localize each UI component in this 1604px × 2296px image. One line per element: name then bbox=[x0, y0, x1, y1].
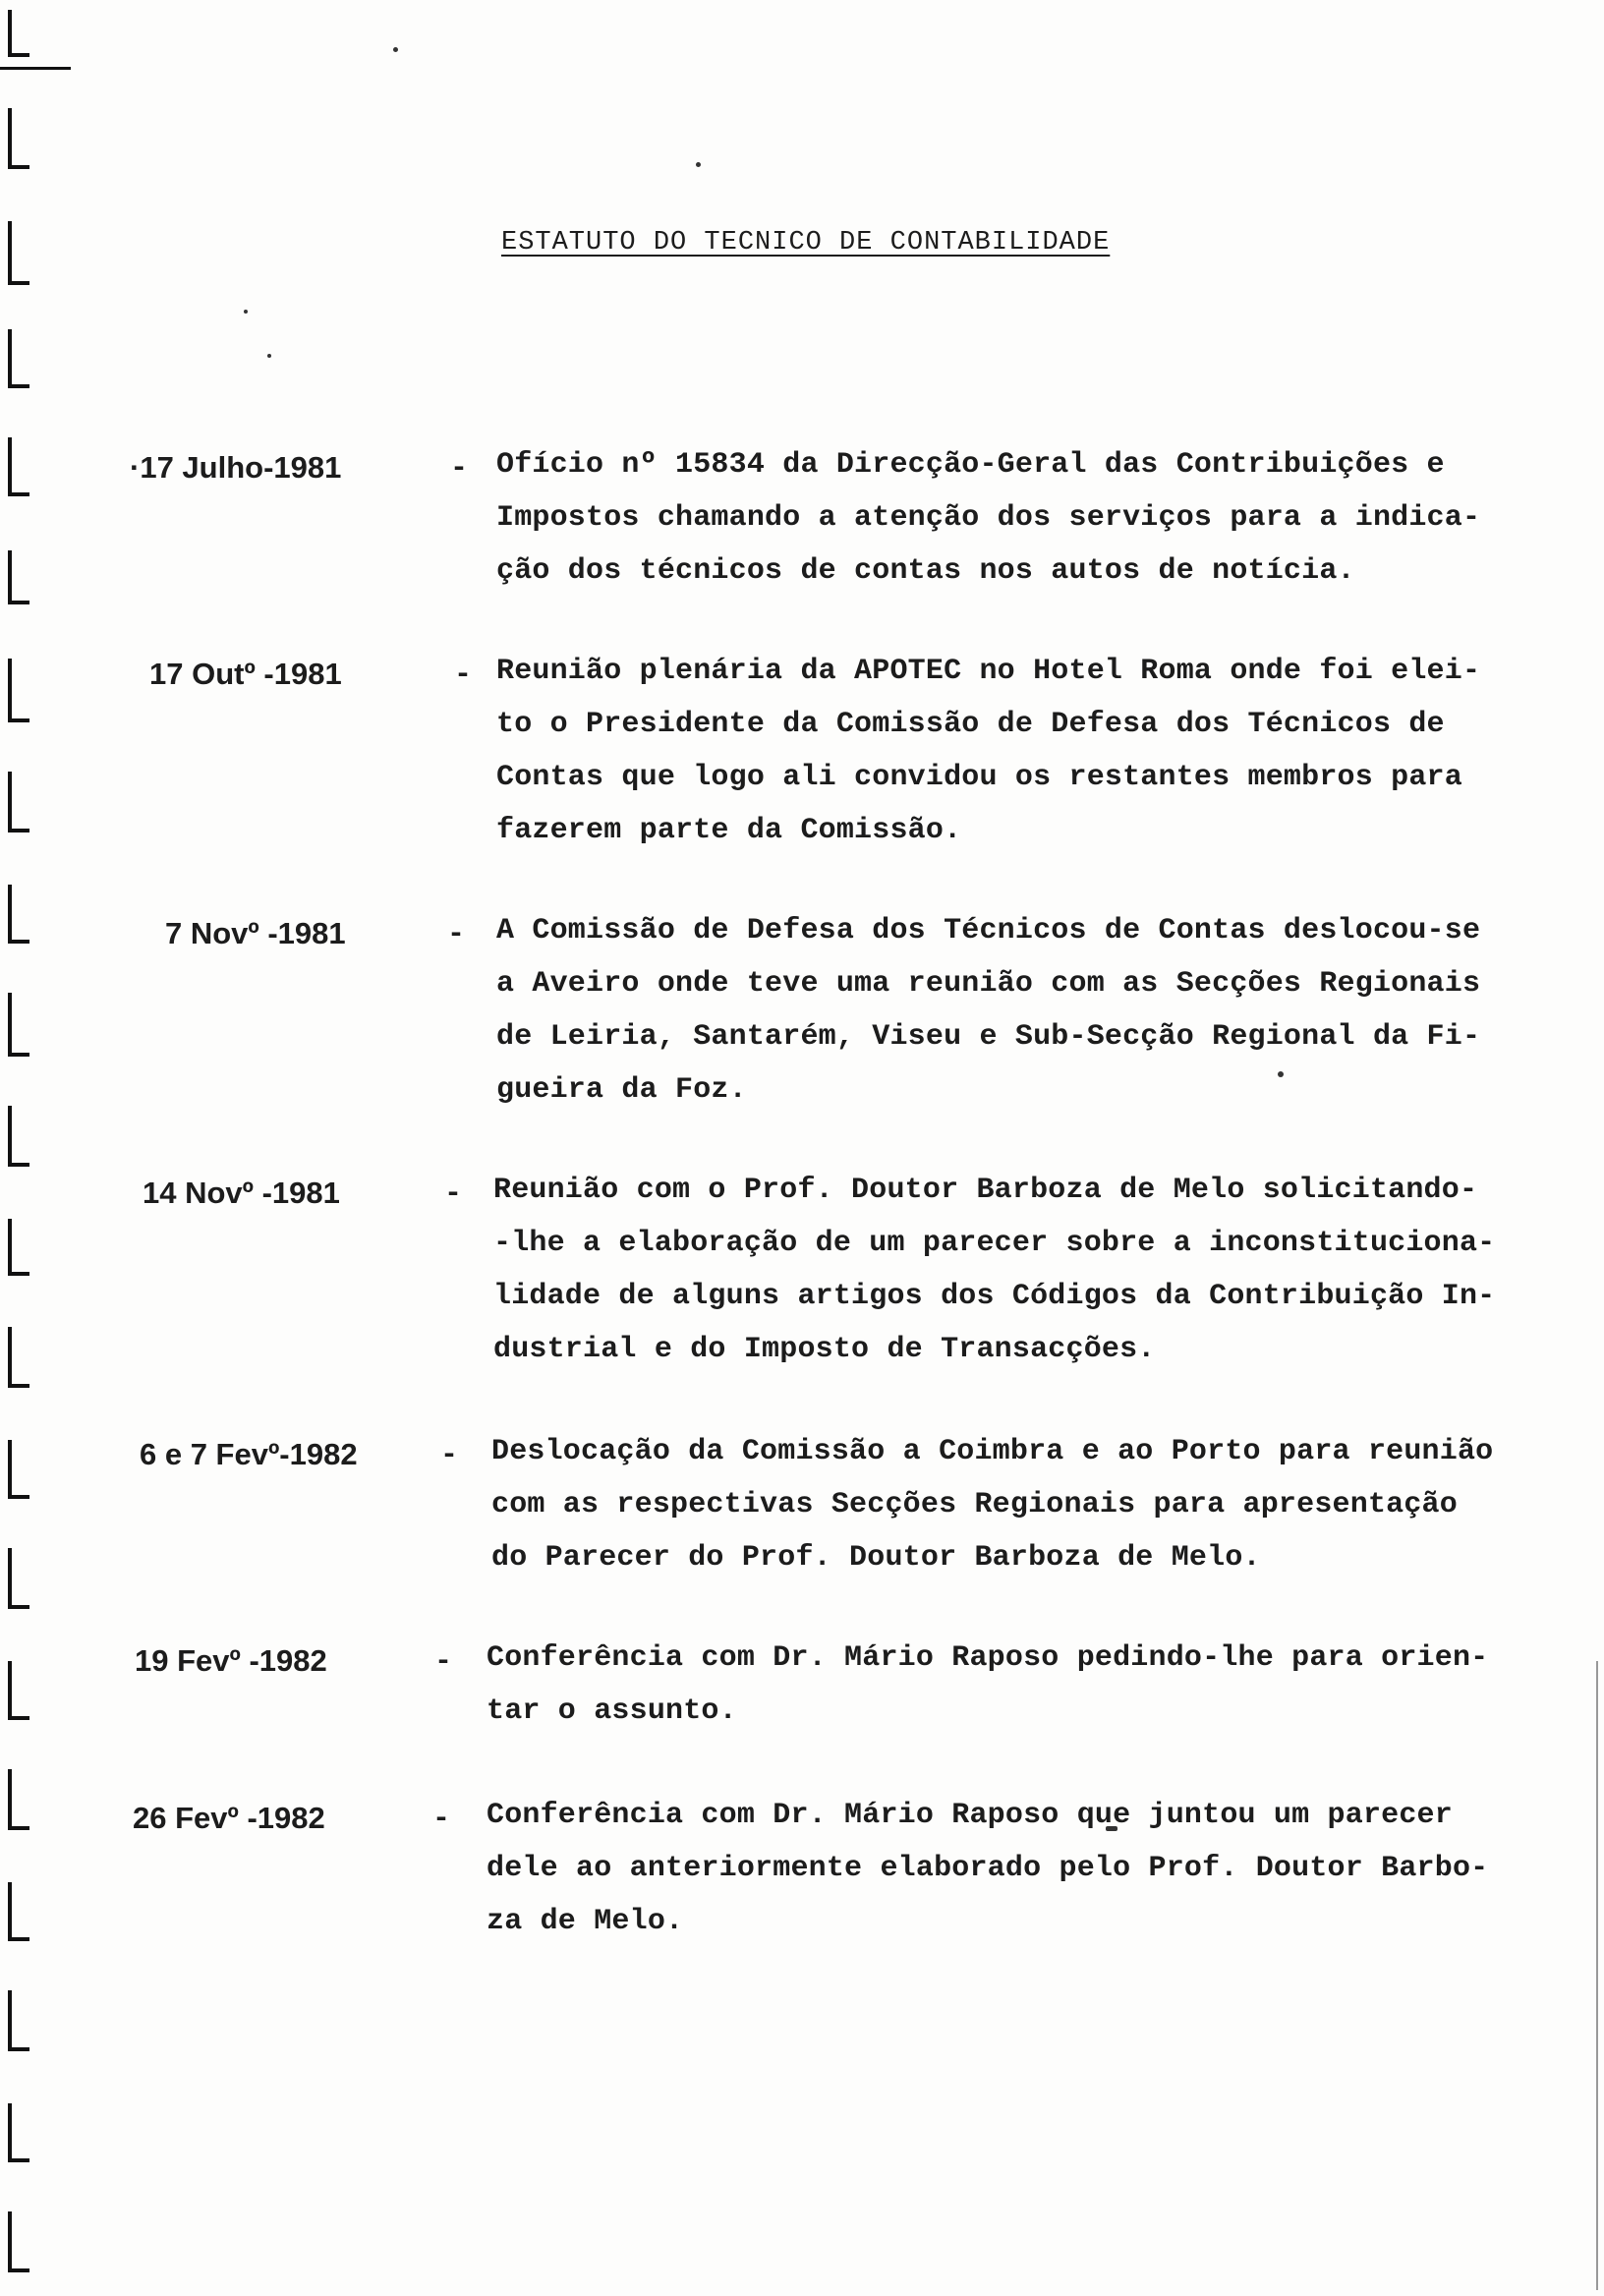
entry-date: 7 Novº -1981 bbox=[165, 916, 346, 950]
binding-mark bbox=[8, 329, 12, 388]
entry-date: 26 Fevº -1982 bbox=[133, 1801, 325, 1835]
binding-mark bbox=[8, 1440, 12, 1499]
binding-mark bbox=[8, 437, 12, 496]
description-line: Impostos chamando a atenção dos serviços para a indica- bbox=[496, 501, 1481, 535]
binding-mark bbox=[8, 993, 12, 1057]
description-line: Conferência com Dr. Mário Raposo pedindo-lhe para orien- bbox=[487, 1641, 1489, 1675]
binding-mark bbox=[8, 2103, 12, 2162]
entry-date: 6 e 7 Fevº-1982 bbox=[140, 1437, 358, 1471]
binding-mark bbox=[8, 885, 12, 944]
entry-dash: - bbox=[432, 1803, 451, 1836]
description-line: ção dos técnicos de contas nos autos de notícia. bbox=[496, 554, 1355, 588]
entry-description bbox=[496, 438, 1538, 598]
binding-mark bbox=[8, 550, 12, 604]
entry-date: 17 Outº -1981 bbox=[149, 657, 342, 691]
binding-mark bbox=[8, 1990, 12, 2051]
description-line: tar o assunto. bbox=[487, 1694, 737, 1728]
description-line: lidade de alguns artigos dos Códigos da Contribuição In- bbox=[493, 1280, 1496, 1313]
description-line: A Comissão de Defesa dos Técnicos de Contas deslocou-se bbox=[496, 914, 1481, 947]
entry-description bbox=[487, 1789, 1528, 1948]
description-line: -lhe a elaboração de um parecer sobre a inconstituciona- bbox=[493, 1227, 1496, 1260]
entry-description bbox=[493, 1164, 1535, 1376]
entry-description bbox=[487, 1632, 1528, 1738]
entry-date: 19 Fevº -1982 bbox=[135, 1643, 327, 1678]
entry-dash: - bbox=[454, 659, 473, 692]
entry-date: 14 Novº -1981 bbox=[143, 1176, 340, 1210]
binding-mark bbox=[8, 772, 12, 832]
binding-mark bbox=[8, 1548, 12, 1609]
description-line: fazerem parte da Comissão. bbox=[496, 814, 962, 847]
entry-dash: - bbox=[434, 1645, 453, 1679]
description-line: dustrial e do Imposto de Transacções. bbox=[493, 1333, 1156, 1366]
entry-description bbox=[496, 645, 1538, 857]
description-line: com as respectivas Secções Regionais para apresentação bbox=[491, 1488, 1458, 1521]
description-line: Deslocação da Comissão a Coimbra e ao Porto para reunião bbox=[491, 1435, 1494, 1468]
right-page-edge bbox=[1596, 1661, 1598, 2290]
description-line: Contas que logo ali convidou os restantes membros para bbox=[496, 761, 1462, 794]
document-title: ESTATUTO DO TECNICO DE CONTABILIDADE bbox=[501, 228, 1111, 258]
binding-mark bbox=[8, 1219, 12, 1276]
scan-speck bbox=[696, 162, 701, 167]
binding-mark bbox=[8, 1327, 12, 1388]
description-line: de Leiria, Santarém, Viseu e Sub-Secção Regional da Fi- bbox=[496, 1020, 1481, 1054]
description-line: Ofício nº 15834 da Direcção-Geral das Contribuições e bbox=[496, 448, 1445, 482]
description-line: Reunião plenária da APOTEC no Hotel Roma onde foi elei- bbox=[496, 655, 1481, 688]
binding-mark bbox=[8, 1769, 12, 1830]
entry-dash: - bbox=[444, 1177, 463, 1211]
entry-date: ·17 Julho-1981 bbox=[130, 450, 342, 485]
description-line: do Parecer do Prof. Doutor Barboza de Melo. bbox=[491, 1541, 1261, 1575]
description-line: za de Melo. bbox=[487, 1905, 684, 1938]
description-line: to o Presidente da Comissão de Defesa dos Técnicos de bbox=[496, 708, 1445, 741]
scan-speck bbox=[267, 354, 271, 358]
binding-mark bbox=[8, 1661, 12, 1720]
description-line: gueira da Foz. bbox=[496, 1073, 747, 1107]
entry-description bbox=[491, 1425, 1533, 1584]
binding-mark bbox=[8, 659, 12, 722]
binding-mark bbox=[8, 10, 12, 57]
entry-dash: - bbox=[447, 918, 466, 951]
entry-dash: - bbox=[450, 452, 469, 486]
binding-mark bbox=[8, 1106, 12, 1167]
binding-mark bbox=[8, 2211, 12, 2272]
entry-dash: - bbox=[440, 1439, 459, 1472]
description-line: Conferência com Dr. Mário Raposo que juntou um parecer bbox=[487, 1799, 1453, 1832]
entry-description bbox=[496, 904, 1538, 1117]
binding-mark bbox=[8, 1882, 12, 1941]
binding-mark bbox=[8, 221, 12, 285]
description-line: dele ao anteriormente elaborado pelo Prof. Doutor Barbo- bbox=[487, 1852, 1489, 1885]
description-line: Reunião com o Prof. Doutor Barboza de Melo solicitando- bbox=[493, 1174, 1478, 1207]
description-line: a Aveiro onde teve uma reunião com as Secções Regionais bbox=[496, 967, 1481, 1001]
scan-speck bbox=[393, 47, 398, 52]
scan-speck bbox=[244, 310, 248, 314]
binding-edge bbox=[0, 0, 39, 2296]
binding-mark bbox=[8, 108, 12, 169]
